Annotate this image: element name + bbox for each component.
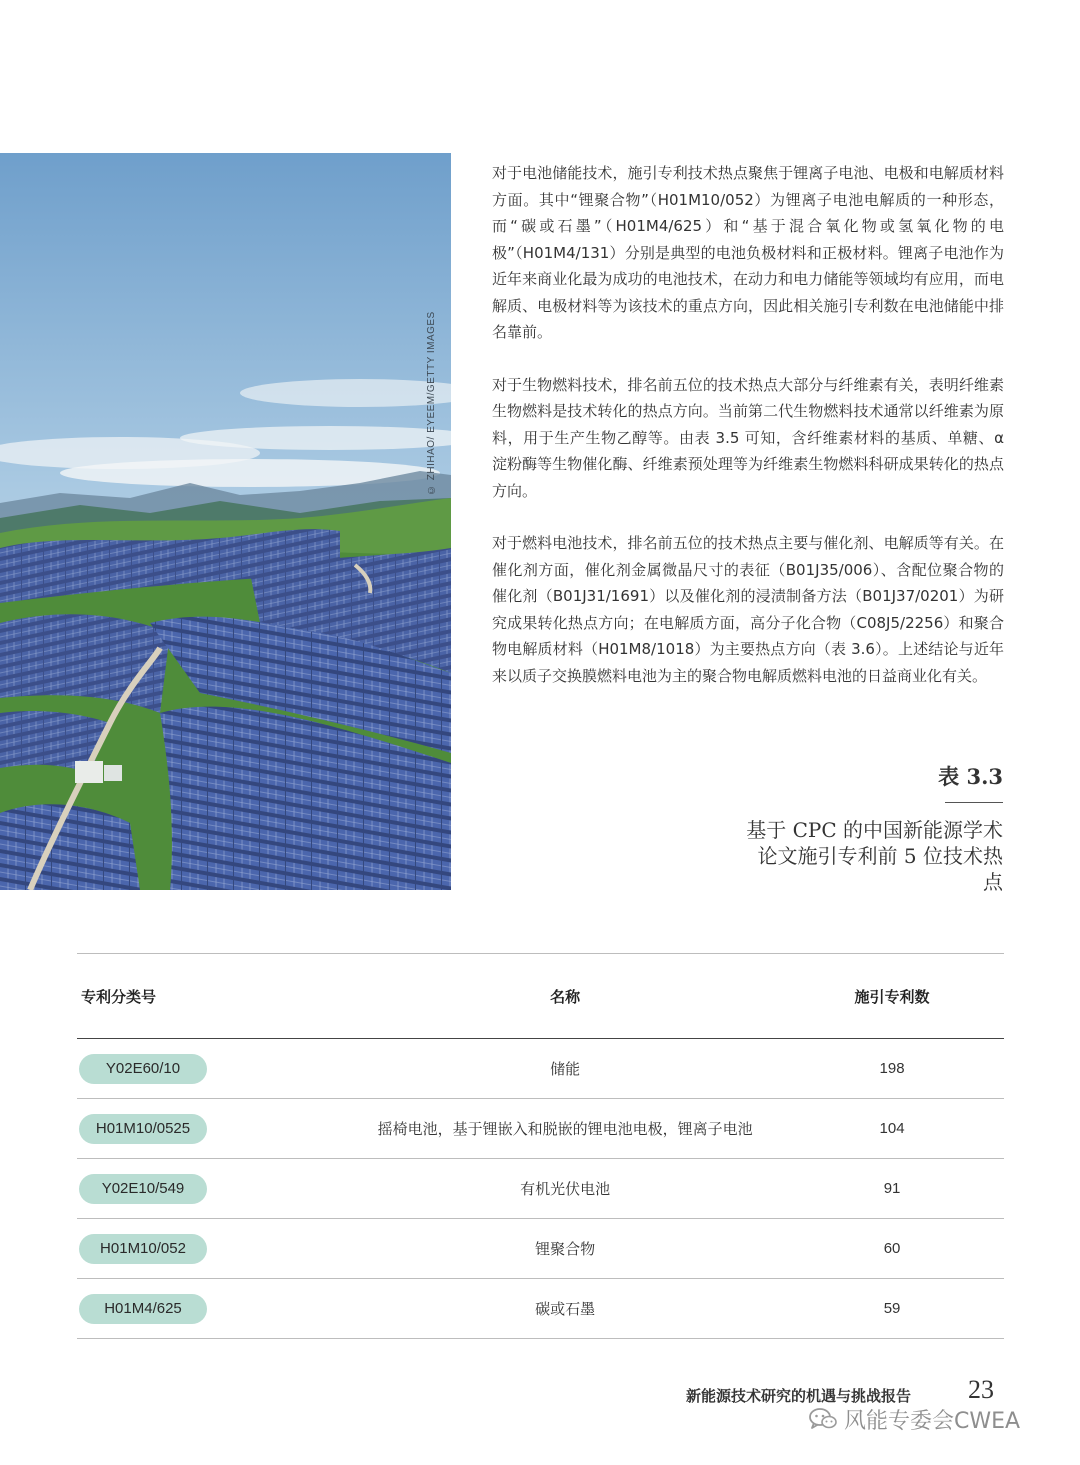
wechat-icon (808, 1406, 838, 1432)
patent-name: 有机光伏电池 (350, 1159, 780, 1219)
solar-farm-landscape-image (0, 153, 451, 890)
patent-code-badge: Y02E60/10 (79, 1054, 207, 1084)
patent-name: 储能 (350, 1039, 780, 1099)
patent-name: 碳或石墨 (350, 1279, 780, 1339)
table-row (77, 1219, 1004, 1279)
table-row (77, 1279, 1004, 1339)
patent-hotspot-table (77, 953, 1004, 1339)
photo-credit: © ZHIHAO/ EYEEM/GETTY IMAGES (426, 311, 437, 495)
header-name: 名称 (350, 954, 780, 1039)
wechat-watermark (808, 1403, 1020, 1435)
citing-patent-count: 91 (780, 1159, 1004, 1219)
report-title: 新能源技术研究的机遇与挑战报告 (686, 1387, 912, 1405)
citing-patent-count: 198 (780, 1039, 1004, 1099)
patent-code-badge: H01M10/052 (79, 1234, 207, 1264)
table-header-row (77, 954, 1004, 1039)
solar-farm-photo (0, 153, 451, 890)
table-number: 表 3.3 (938, 764, 1003, 789)
table-title: 基于 CPC 的中国新能源学术论文施引专利前 5 位技术热点 (746, 818, 1003, 894)
paragraph-battery-storage: 对于电池储能技术，施引专利技术热点聚焦于锂离子电池、电极和电解质材料方面。其中“锂聚合物”（H01M10/052）为锂离子电池电解质的一种形态，而“碳或石墨”（H01M4/625）和“基于混合氧化物或氢氧化物的电极”（H01M4/131）分别是典型的电池负极材料和正极材料。锂离子电池作为近年来商业化最为成功的电池技术，在动力和电力储能等领域均有应用，而电解质、电极材料等为该技术的重点方向，因此相关施引专利数在电池储能中排名靠前。 (492, 164, 1004, 341)
patent-name: 锂聚合物 (350, 1219, 780, 1279)
table-row (77, 1099, 1004, 1159)
body-text (492, 160, 1004, 715)
table-caption (743, 762, 1003, 895)
citing-patent-count: 59 (780, 1279, 1004, 1339)
table-caption-rule (945, 802, 1003, 803)
watermark-text: 风能专委会CWEA (844, 1408, 1021, 1434)
paragraph-biofuel: 对于生物燃料技术，排名前五位的技术热点大部分与纤维素有关，表明纤维素生物燃料是技术转化的热点方向。当前第二代生物燃料技术通常以纤维素为原料，用于生产生物乙醇等。由表 3.5 可知，含纤维素材料的基质、单糖、α 淀粉酶等生物催化酶、纤维素预处理等为纤维素生物燃料科研成果转化的热点方向。 (492, 375, 1004, 500)
table-row (77, 1159, 1004, 1219)
table-row (77, 1039, 1004, 1099)
patent-name: 摇椅电池，基于锂嵌入和脱嵌的锂电池电极，锂离子电池 (350, 1099, 780, 1159)
patent-code-badge: H01M10/0525 (79, 1114, 207, 1144)
paragraph-fuel-cell: 对于燃料电池技术，排名前五位的技术热点主要与催化剂、电解质等有关。在催化剂方面，催化剂金属微晶尺寸的表征（B01J35/006）、含配位聚合物的催化剂（B01J31/1691）以及催化剂的浸渍制备方法（B01J37/0201）为研究成果转化热点方向；在电解质方面，高分子化合物（C08J5/2256）和聚合物电解质材料（H01M8/1018）为主要热点方向（表 3.6）。上述结论与近年来以质子交换膜燃料电池为主的聚合物电解质燃料电池的日益商业化有关。 (492, 534, 1004, 685)
patent-code-badge: Y02E10/549 (79, 1174, 207, 1204)
citing-patent-count: 104 (780, 1099, 1004, 1159)
header-count: 施引专利数 (780, 954, 1004, 1039)
page-number: 23 (968, 1375, 994, 1404)
citing-patent-count: 60 (780, 1219, 1004, 1279)
patent-code-badge: H01M4/625 (79, 1294, 207, 1324)
header-code: 专利分类号 (77, 954, 350, 1039)
